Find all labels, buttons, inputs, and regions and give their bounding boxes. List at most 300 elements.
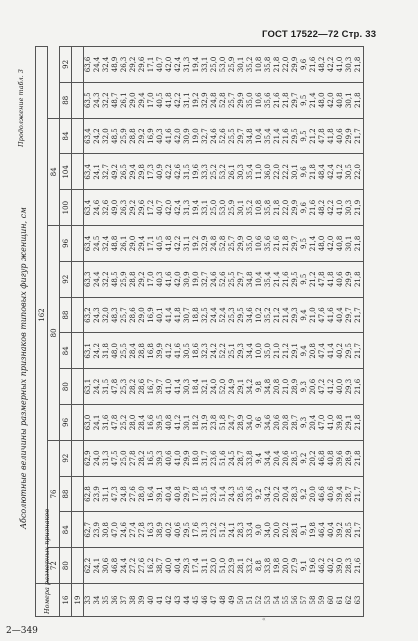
table-cell: 19,4	[192, 46, 201, 82]
table-cell: 16,9	[147, 297, 156, 333]
table-cell: 33,4	[246, 512, 255, 548]
row-number: 43	[174, 584, 183, 617]
table-cell: 21,8	[309, 154, 318, 190]
table-cell: 40,5	[156, 82, 165, 118]
table-cell: 40,3	[156, 118, 165, 154]
table-cell: 32,9	[201, 82, 210, 118]
column-header: 88	[60, 82, 72, 118]
table-cell: 8,8	[255, 548, 264, 584]
table-cell: 18,6	[192, 333, 201, 369]
table-cell: 32,4	[102, 226, 111, 262]
table-cell: 25,2	[210, 154, 219, 190]
table-cell: 28,2	[129, 369, 138, 405]
table-cell: 53,0	[219, 190, 228, 226]
table-cell: 24,2	[210, 333, 219, 369]
table-cell: 21,2	[282, 333, 291, 369]
table-cell: 29,5	[183, 512, 192, 548]
table-cell: 26,1	[228, 154, 237, 190]
table-cell: 21,8	[282, 226, 291, 262]
table-cell: 53,0	[219, 46, 228, 82]
row-number: 54	[273, 584, 282, 617]
table-cell: 34,8	[246, 261, 255, 297]
table-cell: 42,0	[174, 118, 183, 154]
table-cell: 47,6	[318, 297, 327, 333]
table-cell: 20,6	[282, 440, 291, 476]
row-number: 58	[309, 584, 318, 617]
table-cell: 52,8	[219, 82, 228, 118]
table-cell: 30,3	[183, 369, 192, 405]
table-cell: 17,1	[147, 226, 156, 262]
table-cell: 9,5	[300, 82, 309, 118]
table-cell: 39,1	[156, 476, 165, 512]
row-number: 38	[129, 584, 138, 617]
table-cell: 9,5	[300, 226, 309, 262]
table-cell: 30,7	[183, 297, 192, 333]
table-cell: 26,5	[120, 154, 129, 190]
corner-header: Номера размерных признаков	[36, 584, 60, 617]
table-cell: 48,3	[111, 297, 120, 333]
table-cell: 21,7	[354, 118, 364, 154]
table-cell: 29,2	[129, 46, 138, 82]
table-row	[102, 46, 111, 616]
table-cell: 51,2	[219, 512, 228, 548]
table-cell: 28,9	[345, 440, 354, 476]
table-cell: 21,8	[354, 82, 364, 118]
table-cell: 47,4	[318, 333, 327, 369]
table-cell: 52,2	[219, 333, 228, 369]
table-cell: 10,4	[255, 118, 264, 154]
table-cell: 47,8	[111, 369, 120, 405]
table-cell: 28,1	[237, 548, 246, 584]
table-cell: 19,4	[192, 190, 201, 226]
table-cell: 38,9	[156, 512, 165, 548]
table-cell: 27,6	[129, 476, 138, 512]
table-cell: 21,6	[354, 369, 364, 405]
table-cell: 9,4	[300, 333, 309, 369]
table-cell: 20,8	[282, 405, 291, 441]
table-cell: 17,6	[192, 512, 201, 548]
table-cell: 9,3	[300, 405, 309, 441]
table-cell: 29,5	[291, 261, 300, 297]
table-cell: 29,7	[237, 118, 246, 154]
table-cell: 63,2	[84, 297, 94, 333]
table-cell: 63,1	[84, 333, 94, 369]
table-cell: 25,0	[120, 440, 129, 476]
table-cell: 17,1	[147, 46, 156, 82]
table-cell: 41,0	[336, 190, 345, 226]
table-cell: 31,9	[201, 405, 210, 441]
table-cell: 28,4	[129, 333, 138, 369]
table-cell: 25,2	[120, 405, 129, 441]
table-cell: 31,1	[183, 226, 192, 262]
table-cell: 47,5	[111, 440, 120, 476]
table-cell: 29,3	[291, 297, 300, 333]
table-cell: 9,4	[255, 440, 264, 476]
table-cell: 51,8	[219, 405, 228, 441]
table-cell: 28,6	[138, 369, 147, 405]
table-cell: 30,3	[345, 46, 354, 82]
table-cell: 52,6	[219, 118, 228, 154]
group-header: 80	[48, 226, 60, 441]
row-label-2: 19	[72, 584, 84, 617]
table-cell: 46,6	[318, 476, 327, 512]
table-cell: 28,8	[138, 333, 147, 369]
table-cell: 47,0	[318, 405, 327, 441]
table-cell: 35,8	[264, 190, 273, 226]
table-cell: 21,2	[309, 261, 318, 297]
table-cell: 20,6	[273, 405, 282, 441]
table-cell: 34,6	[246, 297, 255, 333]
table-cell: 40,4	[327, 512, 336, 548]
table-cell: 28,9	[291, 369, 300, 405]
table-row	[219, 46, 228, 616]
table-cell: 63,1	[84, 369, 94, 405]
table-cell: 46,4	[318, 512, 327, 548]
table-cell: 25,3	[228, 297, 237, 333]
table-cell: 21,8	[354, 405, 364, 441]
table-cell: 48,4	[318, 154, 327, 190]
table-cell: 10,4	[255, 261, 264, 297]
row-number: 46	[201, 584, 210, 617]
table-cell: 41,8	[174, 297, 183, 333]
table-cell: 20,0	[309, 476, 318, 512]
table-cell: 24,3	[228, 476, 237, 512]
table-cell: 25,9	[228, 46, 237, 82]
column-subheader	[72, 369, 84, 405]
table-cell: 27,9	[291, 548, 300, 584]
table-cell: 20,0	[273, 512, 282, 548]
table-cell: 31,8	[102, 333, 111, 369]
table-cell: 40,4	[165, 476, 174, 512]
table-row	[291, 46, 300, 616]
group-header: 84	[48, 118, 60, 225]
table-row	[345, 46, 354, 616]
table-row	[264, 46, 273, 616]
column-subheader	[72, 548, 84, 584]
table-cell: 39,3	[156, 440, 165, 476]
table-cell: 21,4	[273, 261, 282, 297]
row-number: 42	[165, 584, 174, 617]
table-cell: 41,8	[327, 261, 336, 297]
table-cell: 34,2	[264, 476, 273, 512]
table-cell: 27,6	[138, 548, 147, 584]
height-header: 162	[36, 46, 48, 583]
table-cell: 29,9	[345, 118, 354, 154]
table-cell: 9,1	[300, 512, 309, 548]
table-cell: 17,0	[147, 82, 156, 118]
table-cell: 9,1	[300, 548, 309, 584]
table-cell: 25,9	[228, 190, 237, 226]
table-cell: 29,7	[345, 297, 354, 333]
column-header: 92	[60, 46, 72, 82]
table-cell: 16,2	[147, 548, 156, 584]
column-subheader	[72, 154, 84, 190]
table-cell: 19,0	[192, 118, 201, 154]
table-cell: 41,8	[327, 118, 336, 154]
table-cell: 48,9	[111, 46, 120, 82]
table-cell: 29,2	[138, 261, 147, 297]
column-subheader	[72, 297, 84, 333]
table-cell: 33,8	[246, 440, 255, 476]
table-cell: 24,6	[210, 118, 219, 154]
table-cell: 19,0	[192, 261, 201, 297]
table-cell: 32,7	[201, 261, 210, 297]
table-cell: 40,6	[165, 440, 174, 476]
table-cell: 30,6	[102, 548, 111, 584]
table-cell: 41,0	[174, 440, 183, 476]
table-cell: 30,9	[183, 261, 192, 297]
table-cell: 40,0	[165, 548, 174, 584]
table-cell: 42,6	[174, 154, 183, 190]
table-cell: 39,6	[336, 440, 345, 476]
table-cell: 29,7	[183, 476, 192, 512]
table-cell: 9,5	[300, 261, 309, 297]
table-cell: 20,0	[282, 548, 291, 584]
column-header: 80	[60, 369, 72, 405]
table-cell: 16,4	[147, 476, 156, 512]
table-cell: 9,4	[300, 297, 309, 333]
table-cell: 9,3	[300, 369, 309, 405]
table-cell: 48,0	[318, 82, 327, 118]
table-cell: 30,9	[183, 118, 192, 154]
table-cell: 23,8	[210, 405, 219, 441]
table-cell: 25,0	[210, 190, 219, 226]
table-cell: 29,9	[183, 440, 192, 476]
table-cell: 46,8	[318, 440, 327, 476]
table-cell: 17,4	[192, 548, 201, 584]
table-cell: 30,3	[345, 190, 354, 226]
table-cell: 52,8	[219, 226, 228, 262]
row-number: 61	[336, 584, 345, 617]
table-cell: 24,4	[120, 548, 129, 584]
table-cell: 41,6	[165, 118, 174, 154]
table-cell: 40,0	[336, 369, 345, 405]
table-cell: 21,0	[273, 333, 282, 369]
page-code: 2—349	[6, 626, 38, 636]
table-cell: 21,6	[309, 46, 318, 82]
table-cell: 10,8	[255, 190, 264, 226]
table-cell: 52,0	[219, 369, 228, 405]
table-cell: 24,6	[210, 261, 219, 297]
column-header: 84	[60, 333, 72, 369]
table-cell: 63,0	[84, 405, 94, 441]
table-row	[183, 46, 192, 616]
table-cell: 29,7	[237, 261, 246, 297]
table-cell: 34,4	[246, 333, 255, 369]
table-cell: 21,9	[354, 190, 364, 226]
page-mark: «	[262, 616, 266, 623]
table-cell: 47,8	[318, 261, 327, 297]
table-cell: 41,6	[174, 333, 183, 369]
table-cell: 63,4	[84, 190, 94, 226]
table-cell: 32,2	[102, 261, 111, 297]
table-cell: 24,3	[93, 82, 102, 118]
group-header: 76	[48, 440, 60, 547]
table-cell: 40,1	[156, 297, 165, 333]
table-cell: 9,2	[255, 476, 264, 512]
table-cell: 20,4	[282, 476, 291, 512]
table-cell: 41,2	[327, 369, 336, 405]
row-number: 40	[147, 584, 156, 617]
table-cell: 21,7	[354, 297, 364, 333]
table-cell: 9,6	[255, 405, 264, 441]
table-cell: 51,4	[219, 476, 228, 512]
table-cell: 62,9	[84, 440, 94, 476]
table-cell: 31,6	[102, 405, 111, 441]
table-cell: 40,4	[336, 297, 345, 333]
table-cell: 63,5	[84, 82, 94, 118]
table-cell: 28,1	[291, 512, 300, 548]
group-header: 72	[48, 548, 60, 584]
table-cell: 25,0	[210, 46, 219, 82]
table-cell: 26,3	[120, 190, 129, 226]
table-cell: 29,5	[345, 333, 354, 369]
table-cell: 29,4	[138, 226, 147, 262]
table-cell: 20,8	[273, 369, 282, 405]
table-cell: 41,0	[336, 46, 345, 82]
table-cell: 20,2	[282, 512, 291, 548]
column-header: 84	[60, 118, 72, 154]
table-cell: 35,0	[246, 226, 255, 262]
table-cell: 20,2	[309, 440, 318, 476]
row-number: 59	[318, 584, 327, 617]
table-cell: 28,0	[138, 476, 147, 512]
table-cell: 24,3	[93, 297, 102, 333]
table-cell: 32,9	[201, 226, 210, 262]
dimensions-table	[35, 47, 372, 617]
table-cell: 41,6	[327, 297, 336, 333]
table-cell: 42,2	[174, 226, 183, 262]
table-caption: Абсолютные величины размерных признаков типовых фигур женщин, см	[19, 207, 28, 529]
table-cell: 21,6	[282, 261, 291, 297]
table-row	[246, 46, 255, 616]
table-cell: 40,8	[336, 226, 345, 262]
table-row	[156, 46, 165, 616]
table-row	[300, 46, 309, 616]
table-cell: 47,8	[111, 405, 120, 441]
table-cell: 42,2	[174, 82, 183, 118]
table-cell: 48,2	[318, 46, 327, 82]
table-cell: 41,2	[165, 333, 174, 369]
table-cell: 41,0	[327, 405, 336, 441]
table-cell: 29,1	[345, 405, 354, 441]
table-cell: 40,9	[156, 154, 165, 190]
table-cell: 42,0	[174, 261, 183, 297]
table-cell: 42,0	[327, 82, 336, 118]
table-row	[147, 46, 156, 616]
table-cell: 29,9	[237, 82, 246, 118]
table-row	[120, 46, 129, 616]
table-cell: 35,2	[264, 297, 273, 333]
table-cell: 18,2	[192, 405, 201, 441]
table-cell: 21,0	[309, 297, 318, 333]
table-cell: 38,7	[156, 548, 165, 584]
table-row	[93, 46, 102, 616]
table-cell: 24,0	[93, 440, 102, 476]
table-cell: 46,8	[111, 548, 120, 584]
table-cell: 33,6	[246, 476, 255, 512]
table-cell: 35,4	[264, 118, 273, 154]
table-cell: 23,9	[93, 476, 102, 512]
table-cell: 46,2	[318, 548, 327, 584]
table-cell: 42,0	[327, 226, 336, 262]
table-cell: 24,8	[210, 82, 219, 118]
table-cell: 31,1	[102, 476, 111, 512]
table-cell: 24,2	[93, 369, 102, 405]
table-cell: 35,8	[264, 46, 273, 82]
row-number: 50	[237, 584, 246, 617]
table-cell: 28,7	[237, 440, 246, 476]
table-cell: 29,5	[291, 118, 300, 154]
table-cell: 32,0	[102, 297, 111, 333]
table-cell: 41,8	[165, 226, 174, 262]
table-cell: 21,8	[354, 440, 364, 476]
table-cell: 23,2	[210, 512, 219, 548]
table-cell: 24,4	[93, 46, 102, 82]
table-cell: 21,4	[309, 226, 318, 262]
table-cell: 34,0	[246, 405, 255, 441]
table-cell: 16,7	[147, 369, 156, 405]
row-number: 51	[246, 584, 255, 617]
table-cell: 28,0	[129, 405, 138, 441]
column-subheader	[72, 476, 84, 512]
table-cell: 31,1	[183, 82, 192, 118]
row-number: 52	[255, 584, 264, 617]
table-cell: 11,0	[255, 154, 264, 190]
table-cell: 40,2	[327, 548, 336, 584]
table-cell: 21,8	[354, 261, 364, 297]
table-cell: 30,1	[345, 226, 354, 262]
table-cell: 40,3	[156, 261, 165, 297]
table-cell: 28,2	[138, 440, 147, 476]
table-cell: 40,6	[327, 476, 336, 512]
table-cell: 24,1	[93, 548, 102, 584]
table-cell: 22,0	[354, 154, 364, 190]
table-cell: 33,1	[201, 190, 210, 226]
table-cell: 25,5	[120, 333, 129, 369]
table-cell: 20,8	[309, 333, 318, 369]
table-row	[255, 46, 264, 616]
table-cell: 31,3	[183, 46, 192, 82]
table-cell: 35,0	[246, 82, 255, 118]
table-cell: 39,0	[336, 548, 345, 584]
table-cell: 30,1	[345, 82, 354, 118]
table-cell: 63,4	[84, 118, 94, 154]
table-cell: 28,4	[138, 405, 147, 441]
table-cell: 22,0	[282, 190, 291, 226]
table-cell: 41,4	[327, 333, 336, 369]
table-cell: 24,8	[210, 226, 219, 262]
appendix-label: Продолжение табл. 3	[17, 69, 25, 147]
table-cell: 29,6	[138, 190, 147, 226]
table-cell: 28,9	[237, 405, 246, 441]
table-cell: 28,5	[345, 512, 354, 548]
table-cell: 22,0	[273, 154, 282, 190]
table-cell: 27,2	[129, 548, 138, 584]
table-cell: 34,2	[246, 369, 255, 405]
table-cell: 18,0	[192, 440, 201, 476]
table-cell: 25,5	[228, 261, 237, 297]
table-cell: 41,0	[165, 369, 174, 405]
table-cell: 42,4	[174, 190, 183, 226]
table-cell: 41,4	[174, 369, 183, 405]
table-cell: 47,3	[111, 476, 120, 512]
table-row	[336, 46, 345, 616]
table-cell: 19,2	[192, 226, 201, 262]
row-number: 37	[120, 584, 129, 617]
table-row	[228, 46, 237, 616]
column-header: 80	[60, 548, 72, 584]
